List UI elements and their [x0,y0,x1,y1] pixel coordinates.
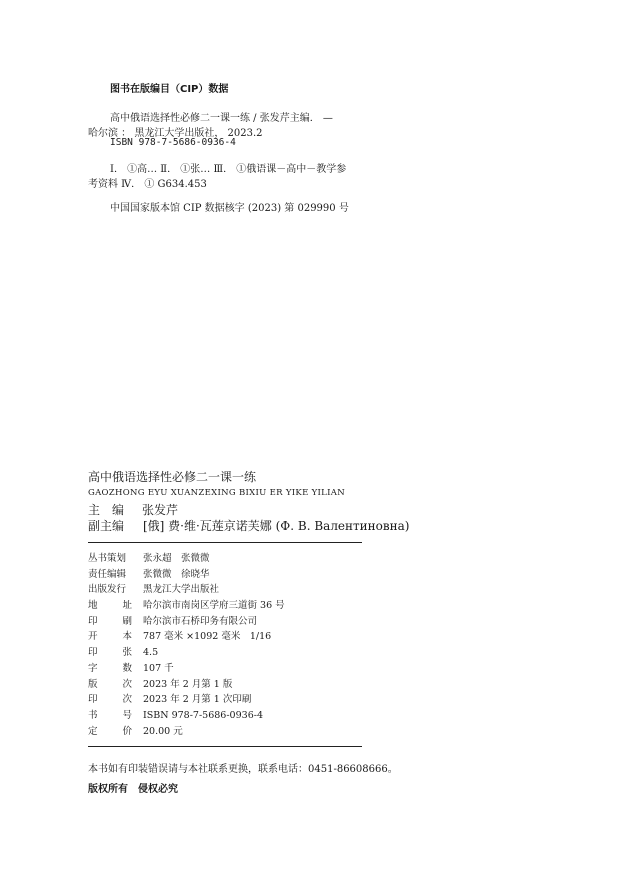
pub-value: ISBN 978-7-5686-0936-4 [143,709,263,721]
pub-row-printer [88,614,285,630]
pub-row-wordcount [88,661,285,677]
pub-row-isbn [88,708,285,724]
pub-value: 2023 年 2 月第 1 次印刷 [143,694,252,706]
pub-value: 787 毫米 ×1092 毫米 1/16 [143,631,272,643]
pub-value: 2023 年 2 月第 1 版 [143,678,233,690]
pub-value: 20.00 元 [143,725,183,737]
pub-label: 书 号 [88,709,132,721]
divider-top [88,542,362,543]
cip-classification-line: 考资料 Ⅳ． ① G634.453 [88,179,207,190]
pub-value: 哈尔滨市南岗区学府三道街 36 号 [143,600,285,612]
pub-label: 印 张 [88,647,132,659]
pub-label: 字 数 [88,662,132,674]
pub-row-publisher [88,582,285,598]
chief-editor-label: 主编 [88,503,137,517]
cip-title-line: 高中俄语选择性必修二一课一练 / 张发芹主编． — [110,113,333,124]
deputy-editor-name: [俄] 费·维·瓦莲京诺芙娜 (Ф. В. Валентиновна) [143,519,410,533]
cip-registration-line: 中国国家版本馆 CIP 数据核字 (2023) 第 029990 号 [110,203,349,214]
cip-isbn-line: ISBN 978-7-5686-0936-4 [110,137,236,148]
pub-label: 丛书策划 [88,553,127,564]
pub-value: 黑龙江大学出版社 [143,584,220,596]
cip-publisher-line: 哈尔滨 ： 黑龙江大学出版社， 2023.2 [88,128,263,139]
pub-value: 107 千 [143,662,174,674]
pub-row-format [88,629,285,645]
book-pinyin: GAOZHONG EYU XUANZEXING BIXIU ER YIKE YILIAN [88,488,345,498]
chief-editor-name: 张发芹 [142,503,179,517]
deputy-editor-label: 副主编 [88,519,125,533]
pub-label: 印 刷 [88,615,132,627]
cip-subject-line: Ⅰ． ①高… Ⅱ． ①张… Ⅲ． ①俄语课－高中－教学参 [110,164,347,175]
pub-value: 张永超 张微微 [143,553,210,564]
pub-label: 出版发行 [88,584,127,596]
replacement-notice: 本书如有印装错误请与本社联系更换，联系电话：0451-86608666。 [88,764,398,775]
divider-bottom [88,746,362,747]
pub-row-price [88,724,285,740]
pub-label: 开 本 [88,631,132,643]
pub-label: 地 址 [88,600,132,612]
pub-row-address [88,598,285,614]
publication-table [88,551,285,739]
pub-value: 张微微 徐晓华 [143,568,210,580]
deputy-editor-row [88,517,410,534]
pub-label: 定 价 [88,725,132,737]
pub-value: 哈尔滨市石桥印务有限公司 [143,615,258,627]
pub-label: 版 次 [88,678,132,690]
chief-editor-row [88,501,178,518]
cip-heading: 图书在版编目（CIP）数据 [110,84,229,95]
pub-row-sheets [88,645,285,661]
pub-row-edition [88,677,285,693]
pub-row-editor [88,567,285,583]
pub-label: 印 次 [88,694,132,706]
pub-label: 责任编辑 [88,568,127,580]
pub-value: 4.5 [143,647,159,659]
book-title: 高中俄语选择性必修二一课一练 [88,470,257,484]
pub-row-printing [88,692,285,708]
copyright-notice: 版权所有 侵权必究 [88,784,178,795]
pub-row-planning [88,551,285,567]
